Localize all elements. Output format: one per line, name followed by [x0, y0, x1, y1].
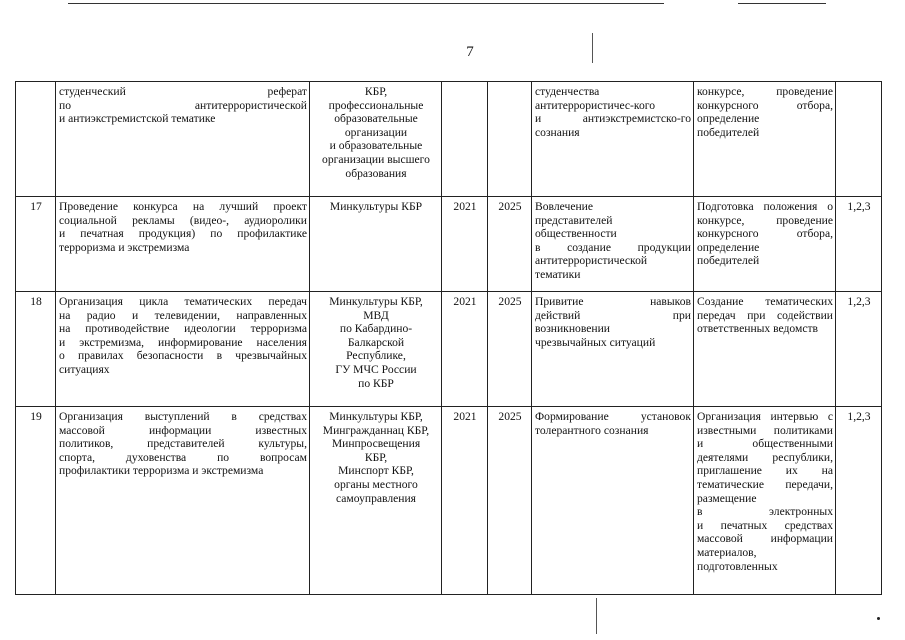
text-line: деятелями республики,: [697, 450, 833, 464]
text-line: политиков, представителей культуры,: [59, 437, 307, 451]
text-line: студенчества: [535, 85, 600, 98]
goal-cell: [532, 407, 694, 595]
start-year-cell: [442, 82, 488, 197]
text-line: по антитеррористической: [59, 98, 307, 112]
text-line: приглашение их на: [697, 464, 833, 478]
text-line: Минкультуры КБР,: [329, 410, 423, 423]
text-line: массовой информации известных: [59, 423, 307, 437]
text-line: МВД: [363, 308, 389, 322]
top-rule-left: [68, 3, 664, 4]
row-number: 17: [16, 197, 56, 292]
indicator-cell: [836, 82, 882, 197]
text-line: организации: [344, 125, 408, 139]
text-line: Минпросвещения: [331, 437, 421, 451]
text-line: образования: [345, 166, 407, 180]
text-line: конкурсе, проведение: [697, 213, 833, 227]
text-line: Минкультуры КБР,: [329, 295, 423, 308]
text-line: органы местного: [334, 477, 418, 491]
table-row: [16, 407, 882, 595]
end-year-cell: 2025: [488, 292, 532, 407]
start-year-cell: 2021: [442, 292, 488, 407]
text-line: студенческий реферат: [59, 85, 307, 98]
text-line: ситуациях: [59, 362, 110, 376]
text-line: тематические передачи,: [697, 477, 833, 491]
text-line: и антиэкстремистской тематике: [59, 112, 216, 126]
indicator-cell: 1,2,3: [836, 407, 882, 595]
text-line: спорта, духовенства по вопросам: [59, 450, 307, 464]
text-line: КБР,: [364, 450, 388, 464]
top-rule-right: [738, 3, 826, 4]
row-number: [16, 82, 56, 197]
event-cell: [56, 407, 310, 595]
text-line: и образовательные: [329, 139, 423, 153]
text-line: определение: [697, 112, 760, 126]
text-line: самоуправления: [335, 491, 417, 505]
text-line: представителей: [535, 213, 613, 227]
text-line: и общественными: [697, 437, 833, 451]
text-line: и печатная продукция) по профилактике: [59, 227, 307, 241]
text-line: профилактики терроризма и экстремизма: [59, 464, 264, 478]
text-line: действий при: [535, 308, 691, 322]
text-line: возникновении: [535, 322, 610, 336]
end-year-cell: [488, 82, 532, 197]
text-line: передач при содействии: [697, 308, 833, 322]
goal-cell: [532, 82, 694, 197]
goal-cell: [532, 197, 694, 292]
text-line: Организация выступлений в средствах: [59, 410, 307, 423]
row-number: 18: [16, 292, 56, 407]
table-row: [16, 82, 882, 197]
program-table: [15, 81, 882, 595]
text-line: о правилах безопасности в чрезвычайных: [59, 349, 307, 363]
table-row: [16, 292, 882, 407]
page-number: 7: [466, 44, 474, 60]
text-line: известными политиками: [697, 423, 833, 437]
start-year-cell: 2021: [442, 197, 488, 292]
text-line: конкурсного отбора,: [697, 227, 833, 241]
executor-cell: [310, 82, 442, 197]
text-line: Мингражданнац КБР,: [322, 423, 430, 437]
result-cell: [694, 197, 836, 292]
text-line: Проведение конкурса на лучший проект: [59, 200, 307, 213]
text-line: Минкультуры КБР: [329, 200, 423, 213]
scan-mark-lower: [596, 598, 597, 634]
text-line: массовой информации: [697, 532, 833, 546]
text-line: тематики: [535, 267, 581, 281]
text-line: чрезвычайных ситуаций: [535, 335, 656, 349]
text-line: КБР,: [364, 85, 388, 98]
event-cell: [56, 197, 310, 292]
text-line: Республике,: [346, 349, 406, 363]
text-line: и антиэкстремистско-го: [535, 112, 691, 126]
text-line: образовательные: [334, 112, 418, 126]
indicator-cell: 1,2,3: [836, 197, 882, 292]
text-line: Подготовка положения о: [697, 200, 833, 213]
text-line: в создание продукции: [535, 240, 691, 254]
goal-cell: [532, 292, 694, 407]
text-line: по КБР: [358, 376, 394, 390]
text-line: Балкарской: [347, 335, 405, 349]
text-line: подготовленных: [697, 559, 778, 573]
executor-cell: [310, 197, 442, 292]
event-cell: [56, 292, 310, 407]
text-line: ответственных ведомств: [697, 322, 819, 336]
end-year-cell: 2025: [488, 197, 532, 292]
executor-cell: [310, 407, 442, 595]
row-number: 19: [16, 407, 56, 595]
text-line: терроризма и экстремизма: [59, 240, 190, 254]
end-year-cell: 2025: [488, 407, 532, 595]
text-line: по Кабардино-: [339, 322, 413, 336]
text-line: материалов,: [697, 545, 757, 559]
text-line: на радио и телевидении, направленных: [59, 308, 307, 322]
event-cell: [56, 82, 310, 197]
text-line: победителей: [697, 125, 760, 139]
text-line: ГУ МЧС России: [335, 362, 417, 376]
text-line: социальной рекламы (видео-, аудиоролики: [59, 213, 307, 227]
text-line: определение: [697, 240, 760, 254]
text-line: в электронных: [697, 505, 833, 519]
result-cell: [694, 292, 836, 407]
text-line: Привитие навыков: [535, 295, 691, 308]
text-line: сознания: [535, 125, 580, 139]
text-line: на противодействие идеологии терроризма: [59, 322, 307, 336]
table-body: [16, 82, 882, 595]
text-line: конкурсного отбора,: [697, 98, 833, 112]
text-line: и экстремизма, информирование населения: [59, 335, 307, 349]
text-line: организации высшего: [322, 152, 430, 166]
indicator-cell: 1,2,3: [836, 292, 882, 407]
text-line: антитеррористической: [535, 254, 648, 268]
text-line: и печатных средствах: [697, 518, 833, 532]
scan-dot: [877, 617, 880, 620]
start-year-cell: 2021: [442, 407, 488, 595]
executor-cell: [310, 292, 442, 407]
text-line: Вовлечение: [535, 200, 594, 213]
text-line: Организация интервью с: [697, 410, 833, 423]
text-line: общественности: [535, 227, 617, 241]
text-line: Организация цикла тематических передач: [59, 295, 307, 308]
text-line: победителей: [697, 254, 760, 268]
result-cell: [694, 82, 836, 197]
text-line: размещение: [697, 491, 757, 505]
text-line: Формирование установок: [535, 410, 691, 423]
table-row: [16, 197, 882, 292]
text-line: профессиональные: [328, 98, 424, 112]
text-line: Создание тематических: [697, 295, 833, 308]
text-line: толерантного сознания: [535, 423, 649, 437]
text-line: Минспорт КБР,: [338, 464, 414, 478]
text-line: антитеррористичес-кого: [535, 98, 656, 112]
text-line: конкурсе, проведение: [697, 85, 833, 98]
result-cell: [694, 407, 836, 595]
